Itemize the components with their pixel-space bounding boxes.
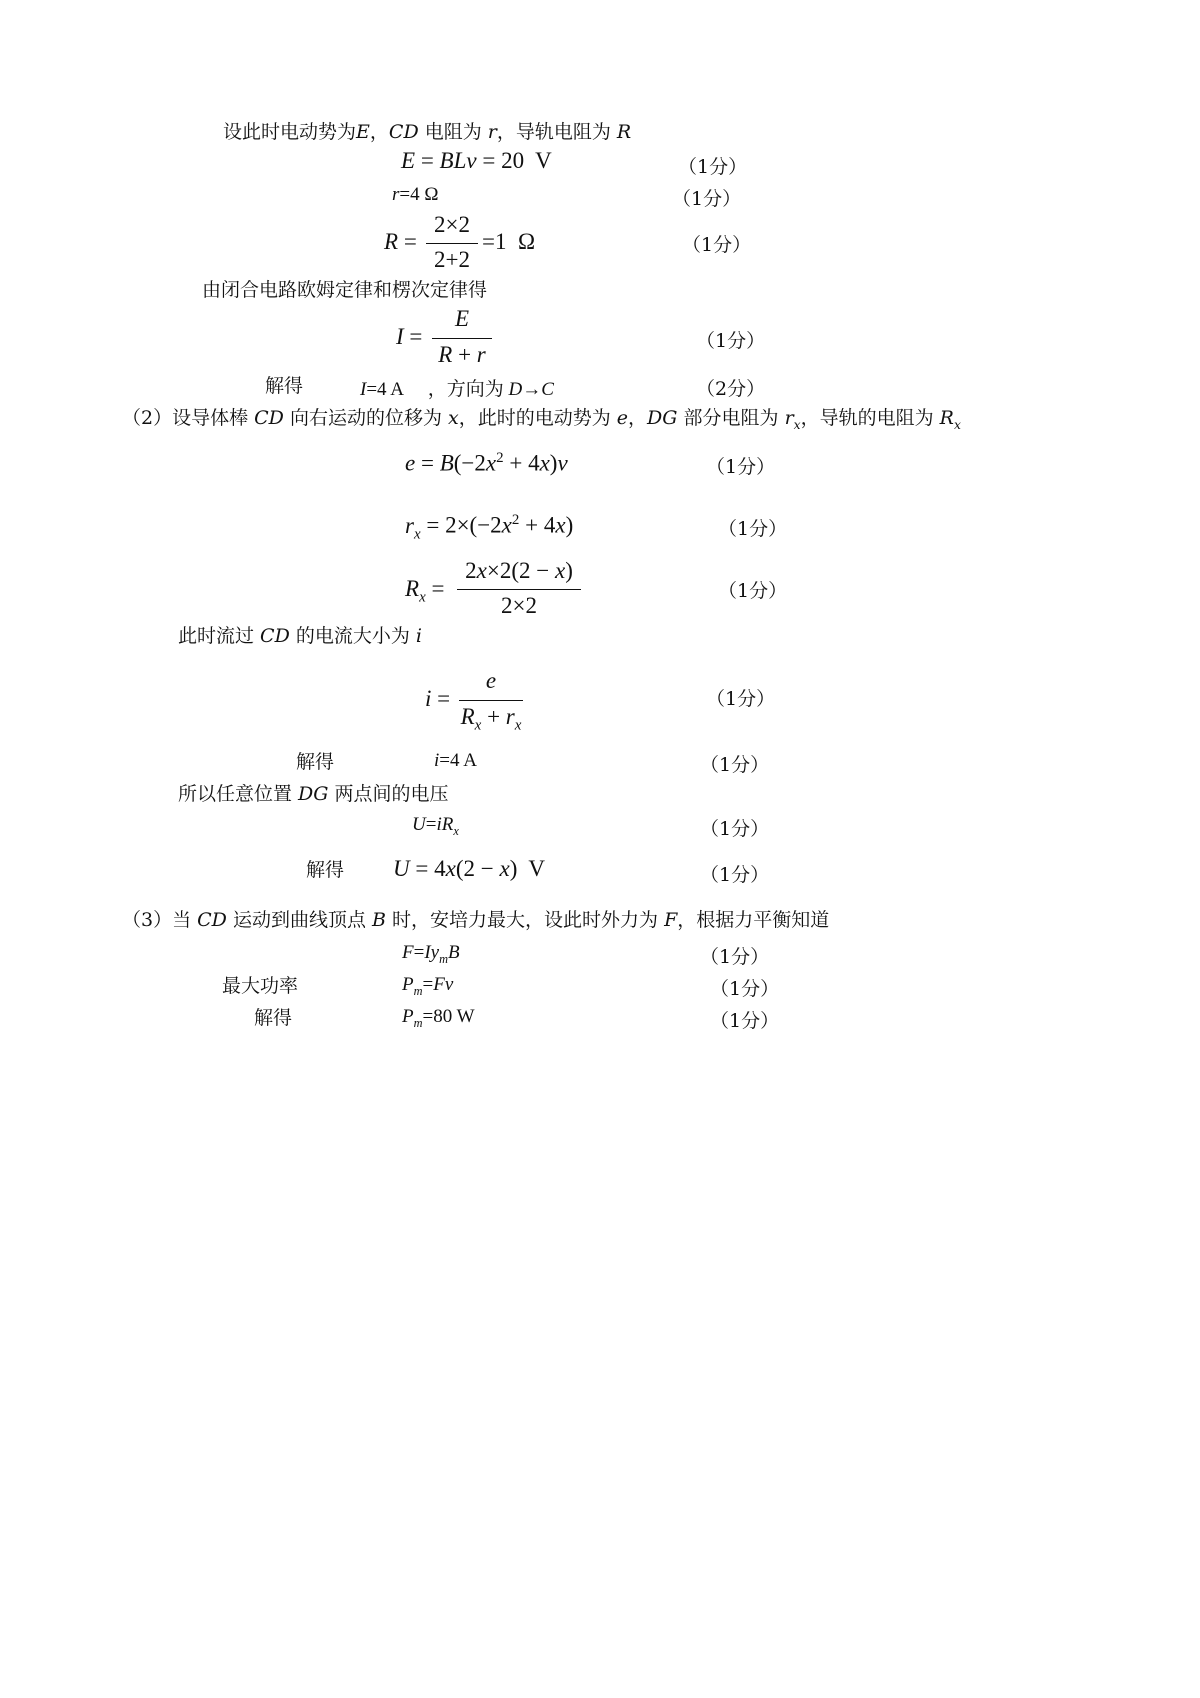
part1-intro: 设此时电动势为E，CD 电阻为 r，导轨电阻为 R [223, 121, 632, 143]
score: （1分） [706, 456, 776, 478]
score: （1分） [700, 946, 770, 968]
score: （1分） [682, 234, 752, 256]
result-U: U = 4x(2 − x) V [393, 856, 546, 881]
score: （1分） [718, 580, 788, 602]
part2-intro: （2）设导体棒 CD 向右运动的位移为 x，此时的电动势为 e，DG 部分电阻为 $r_x$，导轨的电阻为 $R_x$ [122, 407, 961, 432]
max-power-label: 最大功率 [222, 975, 299, 997]
eq-r: r=4 Ω [392, 184, 439, 205]
solve-label: 解得 [296, 751, 335, 773]
eq-i: i = e $R_x + r_x$ [425, 668, 522, 734]
score: （1分） [706, 688, 776, 710]
eq-R: R = 2×2 2+2 =1 Ω [384, 212, 536, 272]
score: （1分） [678, 156, 748, 178]
score: （1分） [710, 978, 780, 1000]
score: （2分） [696, 378, 766, 400]
score: （1分） [672, 188, 742, 210]
score: （1分） [700, 864, 770, 886]
eq-e: $e = B(-2x^2 + 4x)v$ [405, 450, 568, 476]
eq-Rx: $R_x$ = 2x×2(2 − x) 2×2 [405, 558, 595, 624]
part3-intro: （3）当 CD 运动到曲线顶点 B 时，安培力最大，设此时外力为 F，根据力平衡知道 [122, 909, 830, 931]
solve-label: 解得 [254, 1007, 293, 1029]
score: （1分） [696, 330, 766, 352]
eq-Pm: $P_m=Fv$ [402, 974, 454, 998]
solve-label: 解得 [265, 375, 304, 397]
score: （1分） [710, 1010, 780, 1032]
score: （1分） [718, 518, 788, 540]
voltage-intro: 所以任意位置 DG 两点间的电压 [178, 783, 449, 805]
eq-rx: $r_x = 2\times(-2x^2 + 4x)$ [405, 512, 574, 543]
ohm-law-text: 由闭合电路欧姆定律和楞次定律得 [202, 279, 488, 301]
score: （1分） [700, 818, 770, 840]
eq-emf: E = BLv = 20 V [401, 148, 552, 173]
eq-F: $F=Iy_mB$ [402, 942, 460, 966]
result-i: i=4 A [434, 750, 477, 771]
current-intro: 此时流过 CD 的电流大小为 i [178, 625, 422, 647]
eq-U: $U=iR_x$ [412, 814, 459, 838]
result-Pm: $P_m=80$ W [402, 1006, 475, 1030]
solve-label: 解得 [306, 859, 345, 881]
eq-I: I = E R + r [396, 306, 506, 372]
score: （1分） [700, 754, 770, 776]
result-I: I=4 A ，方向为 D→C [360, 379, 554, 400]
